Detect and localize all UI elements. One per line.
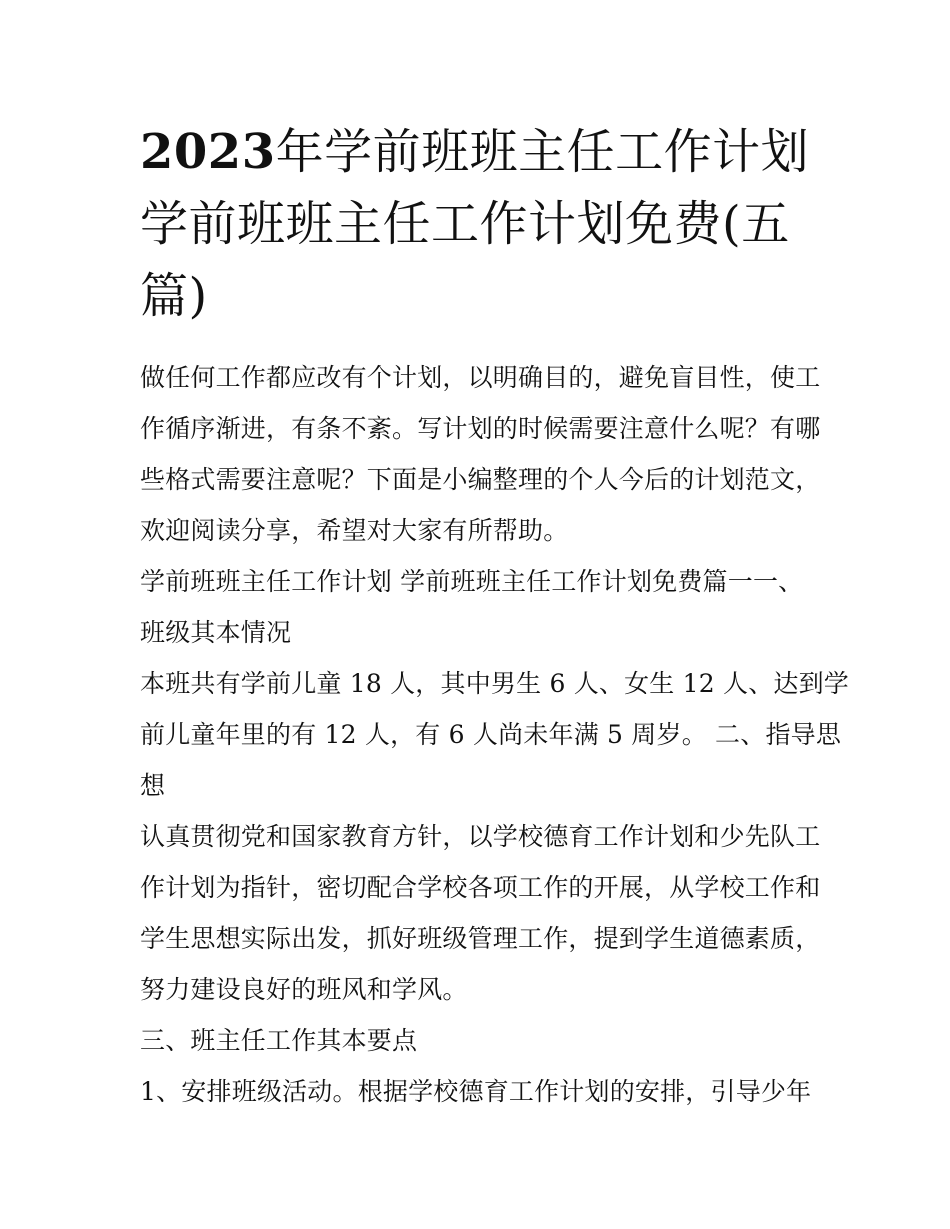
body-line: 学生思想实际出发，抓好班级管理工作，提到学生道德素质， (140, 924, 821, 953)
body-line: 做任何工作都应改有个计划，以明确目的，避免盲目性，使工 (140, 363, 821, 392)
body-line: 作计划为指针，密切配合学校各项工作的开展，从学校工作和 (140, 873, 821, 902)
body-line: 认真贯彻党和国家教育方针，以学校德育工作计划和少先队工 (140, 822, 821, 851)
title-line-3: 篇) (140, 268, 208, 324)
body-line: 作循序渐进，有条不紊。写计划的时候需要注意什么呢？有哪 (140, 414, 821, 443)
body-line: 想 (140, 771, 166, 800)
title-line-2: 学前班班主任工作计划免费(五 (140, 196, 790, 252)
title-year: 2023 (140, 124, 276, 180)
body-line: 欢迎阅读分享，希望对大家有所帮助。 (140, 516, 569, 545)
body-line: 前儿童年里的有 12 人，有 6 人尚未年满 5 周岁。 二、指导思 (140, 720, 842, 749)
document-title (140, 116, 830, 332)
body-line: 些格式需要注意呢？下面是小编整理的个人今后的计划范文， (140, 465, 821, 494)
section-heading-line: 三、班主任工作其本要点 (140, 1026, 418, 1055)
section-heading-line: 班级其本情况 (140, 618, 292, 647)
body-line: 努力建设良好的班风和学风。 (140, 975, 468, 1004)
document-body (140, 352, 850, 1117)
title-line-1 (140, 124, 809, 180)
section-heading-line: 学前班班主任工作计划 学前班班主任工作计划免费篇一一、 (140, 567, 804, 596)
title-line-1-rest: 年学前班班主任工作计划 (275, 124, 810, 180)
body-line: 1、安排班级活动。根据学校德育工作计划的安排，引导少年 (140, 1077, 812, 1106)
body-line: 本班共有学前儿童 18 人，其中男生 6 人、女生 12 人、达到学 (140, 669, 850, 698)
